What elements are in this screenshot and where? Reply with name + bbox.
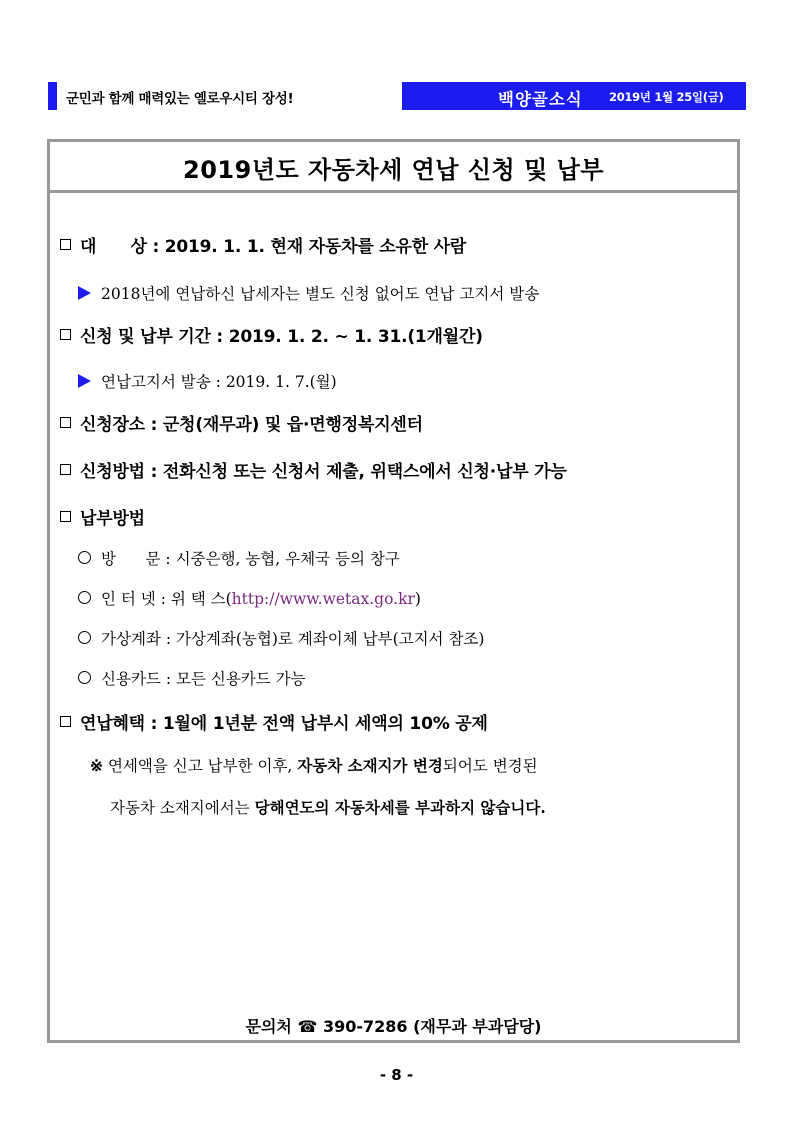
payment-internet-prefix: 인 터 넷 : 위 택 스( [101, 590, 232, 608]
section-payment [60, 504, 145, 529]
circle-bullet-icon [78, 671, 91, 684]
circle-bullet-icon [78, 591, 91, 604]
section-period [60, 322, 483, 347]
benefit-note-line1 [90, 754, 538, 776]
header-slogan: 군민과 함께 매력있는 옐로우시티 장성! [66, 91, 294, 107]
circle-bullet-icon [78, 551, 91, 564]
payment-item-internet [78, 587, 421, 609]
benefit-note-e: 당해연도의 자동차세를 부과하지 않습니다. [254, 798, 546, 817]
section-target-note [78, 282, 539, 304]
reference-mark-icon: ※ [90, 756, 103, 775]
section-period-note [78, 370, 337, 392]
payment-internet-suffix: ) [414, 590, 421, 608]
section-place [60, 410, 423, 435]
section-target [60, 232, 466, 257]
square-bullet-icon [60, 239, 71, 250]
header-accent-bar [48, 82, 57, 110]
triangle-bullet-icon [78, 374, 91, 388]
benefit-note-b: 자동차 소재지가 변경 [297, 756, 443, 775]
square-bullet-icon [60, 464, 71, 475]
section-method [60, 457, 567, 482]
period-note-text: 연납고지서 발송 : 2019. 1. 7.(월) [101, 373, 337, 391]
benefit-note-d: 자동차 소재지에서는 [110, 799, 255, 817]
square-bullet-icon [60, 417, 71, 428]
section-benefit [60, 709, 488, 734]
payment-visit-text: 방 문 : 시중은행, 농협, 우체국 등의 창구 [101, 550, 400, 568]
page-number: - 8 - [379, 1066, 414, 1084]
target-note-text: 2018년에 연납하신 납세자는 별도 신청 없어도 연납 고지서 발송 [101, 285, 540, 303]
square-bullet-icon [60, 716, 71, 727]
section-benefit-label: 연납혜택 : 1월에 1년분 전액 납부시 세액의 10% 공제 [80, 714, 488, 734]
benefit-note-a: 연세액을 신고 납부한 이후, [107, 757, 298, 775]
page-title: 2019년도 자동차세 연납 신청 및 납부 [183, 156, 604, 184]
payment-card-text: 신용카드 : 모든 신용카드 가능 [101, 670, 306, 688]
section-target-label: 대 상 : 2019. 1. 1. 현재 자동차를 소유한 사람 [80, 237, 467, 257]
publication-date: 2019년 1월 25일(금) [609, 90, 724, 104]
payment-item-card [78, 667, 306, 689]
wetax-link[interactable]: http://www.wetax.go.kr [231, 590, 415, 608]
payment-item-visit [78, 547, 400, 569]
square-bullet-icon [60, 329, 71, 340]
notice-frame [47, 139, 740, 1043]
section-method-label: 신청방법 : 전화신청 또는 신청서 제출, 위택스에서 신청·납부 가능 [80, 462, 567, 482]
section-payment-label: 납부방법 [80, 509, 145, 529]
header-right [402, 82, 746, 110]
triangle-bullet-icon [78, 286, 91, 300]
contact-info: 문의처 ☎ 390-7286 (재무과 부과담당) [245, 1017, 542, 1036]
payment-item-virtual [78, 627, 484, 649]
benefit-note-c: 되어도 변경된 [442, 757, 538, 775]
benefit-note-line2 [110, 796, 546, 818]
square-bullet-icon [60, 511, 71, 522]
section-place-label: 신청장소 : 군청(재무과) 및 읍·면행정복지센터 [80, 415, 423, 435]
section-period-label: 신청 및 납부 기간 : 2019. 1. 2. ~ 1. 31.(1개월간) [80, 327, 483, 347]
payment-virtual-text: 가상계좌 : 가상계좌(농협)로 계좌이체 납부(고지서 참조) [101, 630, 485, 648]
header-left [48, 82, 393, 110]
circle-bullet-icon [78, 631, 91, 644]
title-box [50, 142, 737, 193]
publication-name: 백양골소식 [498, 90, 583, 109]
